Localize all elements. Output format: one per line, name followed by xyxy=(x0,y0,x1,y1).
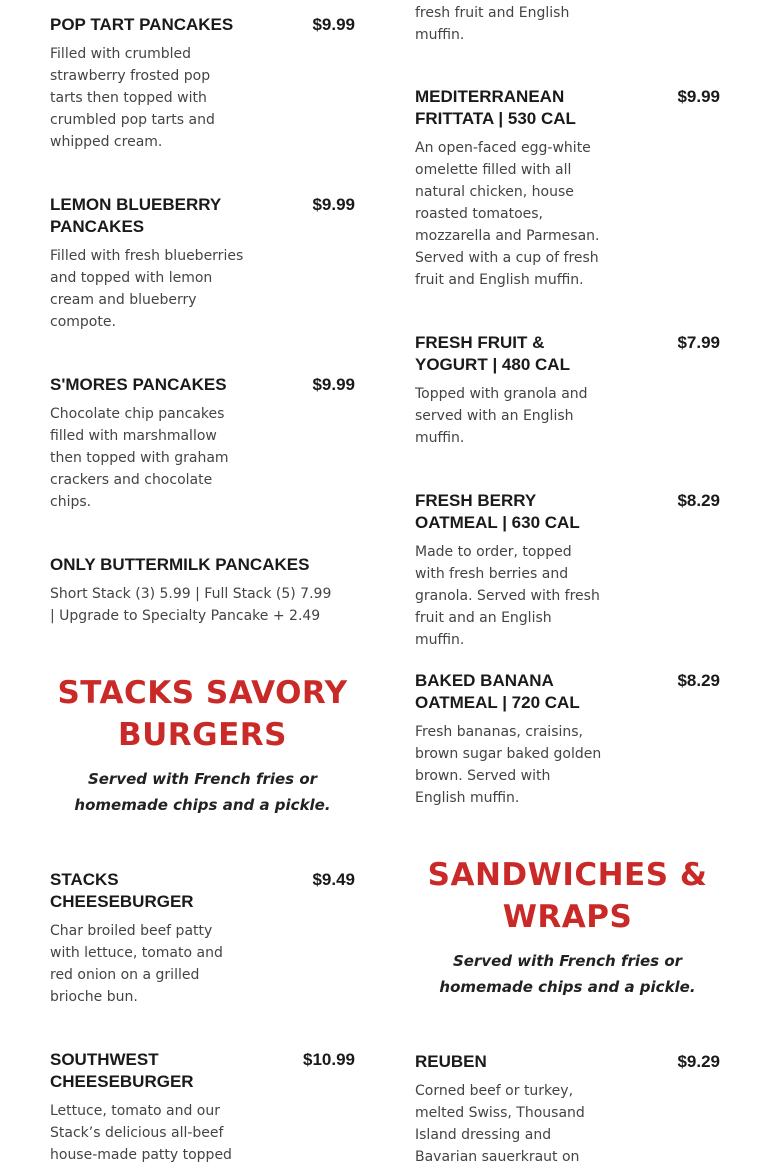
section-title-burgers: STACKS SAVORY BURGERS xyxy=(57,675,348,753)
menu-item-reuben xyxy=(415,1051,720,1168)
item-price: $9.99 xyxy=(677,87,720,106)
section-title-sandwiches: SANDWICHES & WRAPS xyxy=(427,857,708,935)
item-price: $8.29 xyxy=(677,491,720,510)
item-price: $9.99 xyxy=(312,195,355,214)
item-price: $9.29 xyxy=(677,1052,720,1071)
item-name: REUBEN xyxy=(415,1052,487,1071)
item-name: LEMON BLUEBERRY PANCAKES xyxy=(50,195,221,236)
item-name: MEDITERRANEAN FRITTATA | 530 CAL xyxy=(415,87,576,128)
item-name: STACKS CHEESEBURGER xyxy=(50,870,194,911)
item-price: $7.99 xyxy=(677,333,720,352)
menu-item-smores-pancakes xyxy=(50,374,355,513)
item-description: Fresh bananas, craisins, brown sugar baked golden brown. Served with English muffin. xyxy=(415,724,602,806)
item-description: Topped with granola and served with an English muffin. xyxy=(415,386,588,446)
item-description: Short Stack (3) 5.99 | Full Stack (5) 7.99 | Upgrade to Specialty Pancake + 2.49 xyxy=(50,586,332,624)
item-price: $9.49 xyxy=(312,870,355,889)
menu-item-fruit-yogurt xyxy=(415,332,720,449)
menu-item-pop-tart-pancakes xyxy=(50,14,355,153)
item-description: Lettuce, tomato and our Stack’s delicious all-beef house-made patty topped xyxy=(50,1103,232,1163)
item-description: Filled with fresh blueberries and topped with lemon cream and blueberry compote. xyxy=(50,248,244,330)
item-name: SOUTHWEST CHEESEBURGER xyxy=(50,1050,194,1091)
item-description: Chocolate chip pancakes filled with marshmallow then topped with graham crackers and chocolate chips. xyxy=(50,406,229,510)
menu-item-fragment xyxy=(415,2,720,46)
section-subtitle-burgers: Served with French fries or homemade chips and a pickle. xyxy=(74,770,331,814)
item-description: Made to order, topped with fresh berries and granola. Served with fresh fruit and an English muffin. xyxy=(415,544,600,648)
item-description: Corned beef or turkey, melted Swiss, Thousand Island dressing and Bavarian sauerkraut on xyxy=(415,1083,585,1165)
item-price: $10.99 xyxy=(303,1050,355,1069)
item-description: An open-faced egg-white omelette filled with all natural chicken, house roasted tomatoes, mozzarella and Parmesan. Served with a cup of fresh fruit and English muffin. xyxy=(415,140,600,288)
menu-item-mediterranean-frittata xyxy=(415,86,720,291)
item-name: S'MORES PANCAKES xyxy=(50,375,227,394)
item-price: $9.99 xyxy=(312,375,355,394)
item-name: ONLY BUTTERMILK PANCAKES xyxy=(50,555,310,574)
menu-item-southwest-cheeseburger xyxy=(50,1049,355,1166)
item-price: $9.99 xyxy=(312,15,355,34)
menu-item-stacks-cheeseburger xyxy=(50,869,355,1008)
item-name: POP TART PANCAKES xyxy=(50,15,234,34)
item-name: FRESH FRUIT & YOGURT | 480 CAL xyxy=(415,333,570,374)
item-name: FRESH BERRY OATMEAL | 630 CAL xyxy=(415,491,580,532)
menu-item-buttermilk-pancakes xyxy=(50,554,355,627)
section-subtitle-sandwiches: Served with French fries or homemade chips and a pickle. xyxy=(439,952,696,996)
menu-item-banana-oatmeal xyxy=(415,670,720,809)
item-name: BAKED BANANA OATMEAL | 720 CAL xyxy=(415,671,580,712)
menu-item-lemon-blueberry-pancakes xyxy=(50,194,355,333)
item-description: Filled with crumbled strawberry frosted pop tarts then topped with crumbled pop tarts and whipped cream. xyxy=(50,46,215,150)
item-description: Char broiled beef patty with lettuce, tomato and red onion on a grilled brioche bun. xyxy=(50,923,223,1005)
item-price: $8.29 xyxy=(677,671,720,690)
menu-item-berry-oatmeal xyxy=(415,490,720,651)
item-description: fresh fruit and English muffin. xyxy=(415,5,570,43)
